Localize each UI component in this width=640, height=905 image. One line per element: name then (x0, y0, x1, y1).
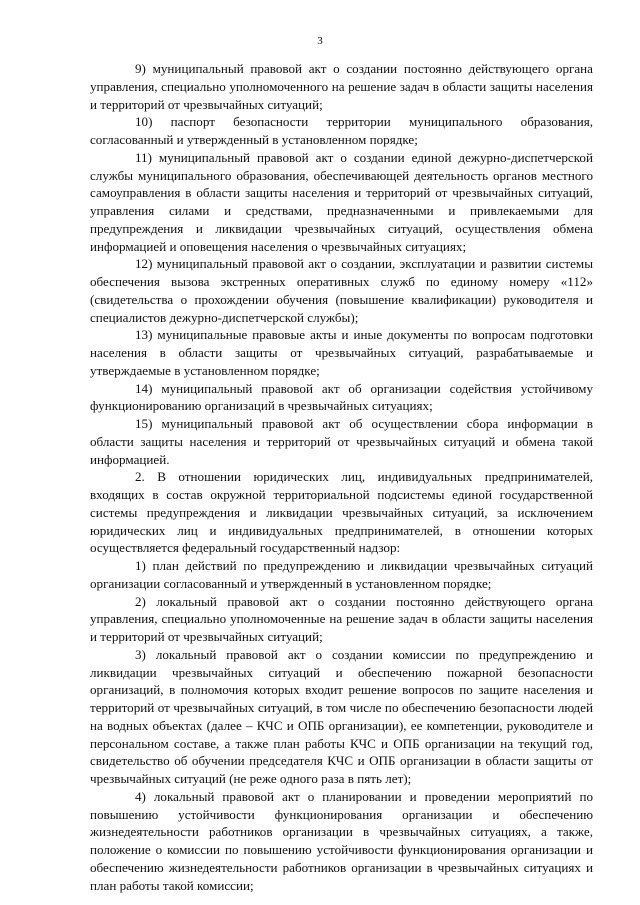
paragraph-item-9: 9) муниципальный правовой акт о создании постоянно действующего органа управления, специально уполномоченного на решение задач в области защиты населения и территорий от чрезвычайных ситуаций; (90, 61, 593, 112)
page-number: 3 (317, 35, 323, 47)
paragraph-subitem-1: 1) план действий по предупреждению и ликвидации чрезвычайных ситуаций организации согласованный и утвержденный в установленном порядке; (90, 558, 593, 591)
paragraph-section-2: 2. В отношении юридических лиц, индивидуальных предпринимателей, входящих в состав окружной территориальной подсистемы единой государственной системы предупреждения и ликвидации чрезвычайных ситуаций, за исключением юридических лиц и индивидуальных предпринимателей, в отношении которых осуществляется федеральный государственный надзор: (90, 469, 593, 556)
paragraph-subitem-2: 2) локальный правовой акт о создании постоянно действующего органа управления, специально уполномоченные на решение задач в области защиты населения и территорий от чрезвычайных ситуаций; (90, 593, 593, 644)
paragraph-subitem-4: 4) локальный правовой акт о планировании и проведении мероприятий по повышению устойчивости функционирования организации и обеспечению жизнедеятельности работников организации в чрезвычайных ситуациях, а также, положение о комиссии по повышению устойчивости функционирования организации и обеспечению жизнедеятельности работников организации в чрезвычайных ситуациях и план работы такой комиссии; (90, 788, 593, 893)
paragraph-subitem-3: 3) локальный правовой акт о создании комиссии по предупреждению и ликвидации чрезвычайных ситуаций и обеспечению пожарной безопасности организаций, в полномочия которых входит решение вопросов по защите населения и территорий от чрезвычайных ситуаций, в том числе по обеспечению безопасности людей на водных объектах (далее – КЧС и ОПБ организации), ее компетенции, руководителе и персональном составе, а также план работы КЧС и ОПБ организации на текущий год, свидетельство об обучении председателя КЧС и ОПБ организации в области защиты от чрезвычайных ситуаций (не реже одного раза в пять лет); (90, 646, 593, 786)
paragraph-item-11: 11) муниципальный правовой акт о создании единой дежурно-диспетчерской службы муниципального образования, обеспечивающей деятельность органов местного самоуправления в области защиты населения и территорий от чрезвычайных ситуаций, управления силами и средствами, предназначенными и привлекаемыми для предупреждения и ликвидации чрезвычайных ситуаций, осуществления обмена информацией и оповещения населения о чрезвычайных ситуациях; (90, 149, 593, 254)
paragraph-item-14: 14) муниципальный правовой акт об организации содействия устойчивому функционированию организаций в чрезвычайных ситуациях; (90, 380, 593, 414)
document-body (90, 60, 593, 894)
paragraph-item-12: 12) муниципальный правовой акт о создании, эксплуатации и развитии системы обеспечения вызова экстренных оперативных служб по единому номеру «112» (свидетельства о прохождении обучения (повышение квалификации) руководителя и специалистов дежурно-диспетчерской службы); (90, 256, 593, 325)
paragraph-item-15: 15) муниципальный правовой акт об осуществлении сбора информации в области защиты населения и территорий от чрезвычайных ситуаций и обмена такой информацией. (90, 416, 593, 467)
paragraph-item-10: 10) паспорт безопасности территории муниципального образования, согласованный и утвержденный в установленном порядке; (90, 114, 593, 147)
paragraph-item-13: 13) муниципальные правовые акты и иные документы по вопросам подготовки населения в области защиты от чрезвычайных ситуаций, разрабатываемые и утверждаемые в установленном порядке; (90, 327, 593, 378)
